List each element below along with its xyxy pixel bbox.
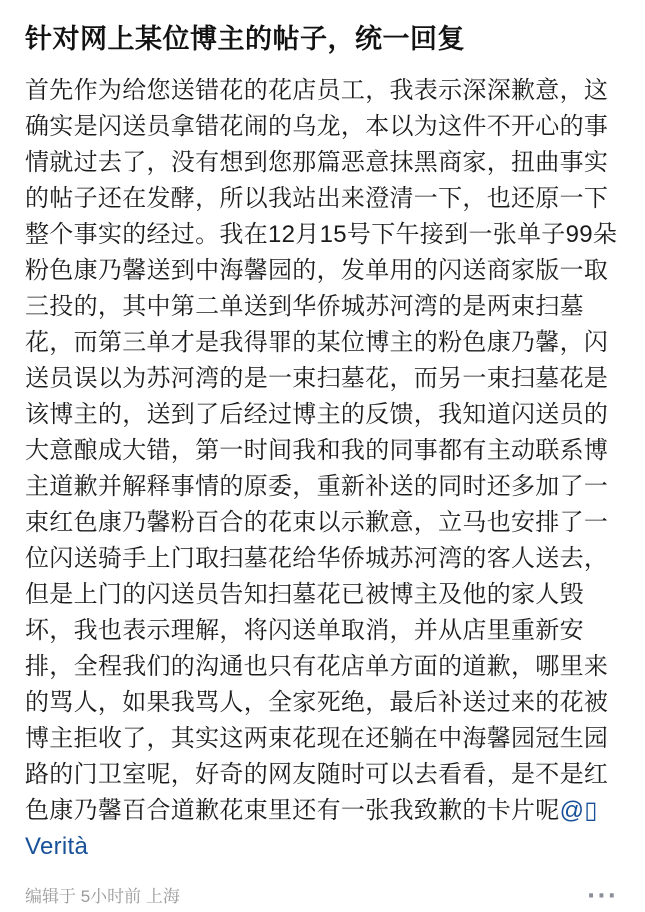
post-footer xyxy=(25,885,620,909)
ellipsis-icon: ··· xyxy=(586,884,618,909)
edit-meta: 编辑于 5小时前 上海 xyxy=(25,887,180,906)
post-title: 针对网上某位博主的帖子，统一回复 xyxy=(25,24,465,54)
post-body xyxy=(25,73,620,865)
more-options-button[interactable] xyxy=(585,884,620,909)
mention-at-symbol: @▯ xyxy=(559,797,598,824)
mention-username: Verità xyxy=(25,833,89,860)
post-body-text: 首先作为给您送错花的花店员工，我表示深深歉意，这确实是闪送员拿错花闹的乌龙，本以为这件不开心的事情就过去了，没有想到您那篇恶意抹黑商家，扭曲事实的帖子还在发酵，所以我站出来澄清一下，也还原一下整个事实的经过。我在12月15号下午接到一张单子99朵粉色康乃馨送到中海馨园的，发单用的闪送商家版一取三投的，其中第二单送到华侨城苏河湾的是两束扫墓花，而第三单才是我得罪的某位博主的粉色康乃馨，闪送员误以为苏河湾的是一束扫墓花，而另一束扫墓花是该博主的，送到了后经过博主的反馈，我知道闪送员的大意酿成大错，第一时间我和我的同事都有主动联系博主道歉并解释事情的原委，重新补送的同时还多加了一束红色康乃馨粉百合的花束以示歉意，立马也安排了一位闪送骑手上门取扫墓花给华侨城苏河湾的客人送去，但是上门的闪送员告知扫墓花已被博主及他的家人毁坏，我也表示理解，将闪送单取消，并从店里重新安排，全程我们的沟通也只有花店单方面的道歉，哪里来的骂人，如果我骂人，全家死绝，最后补送过来的花被博主拒收了，其实这两束花现在还躺在中海馨园冠生园路的门卫室呢，好奇的网友随时可以去看看，是不是红色康乃馨百合道歉花束里还有一张我致歉的卡片呢 xyxy=(25,77,618,824)
